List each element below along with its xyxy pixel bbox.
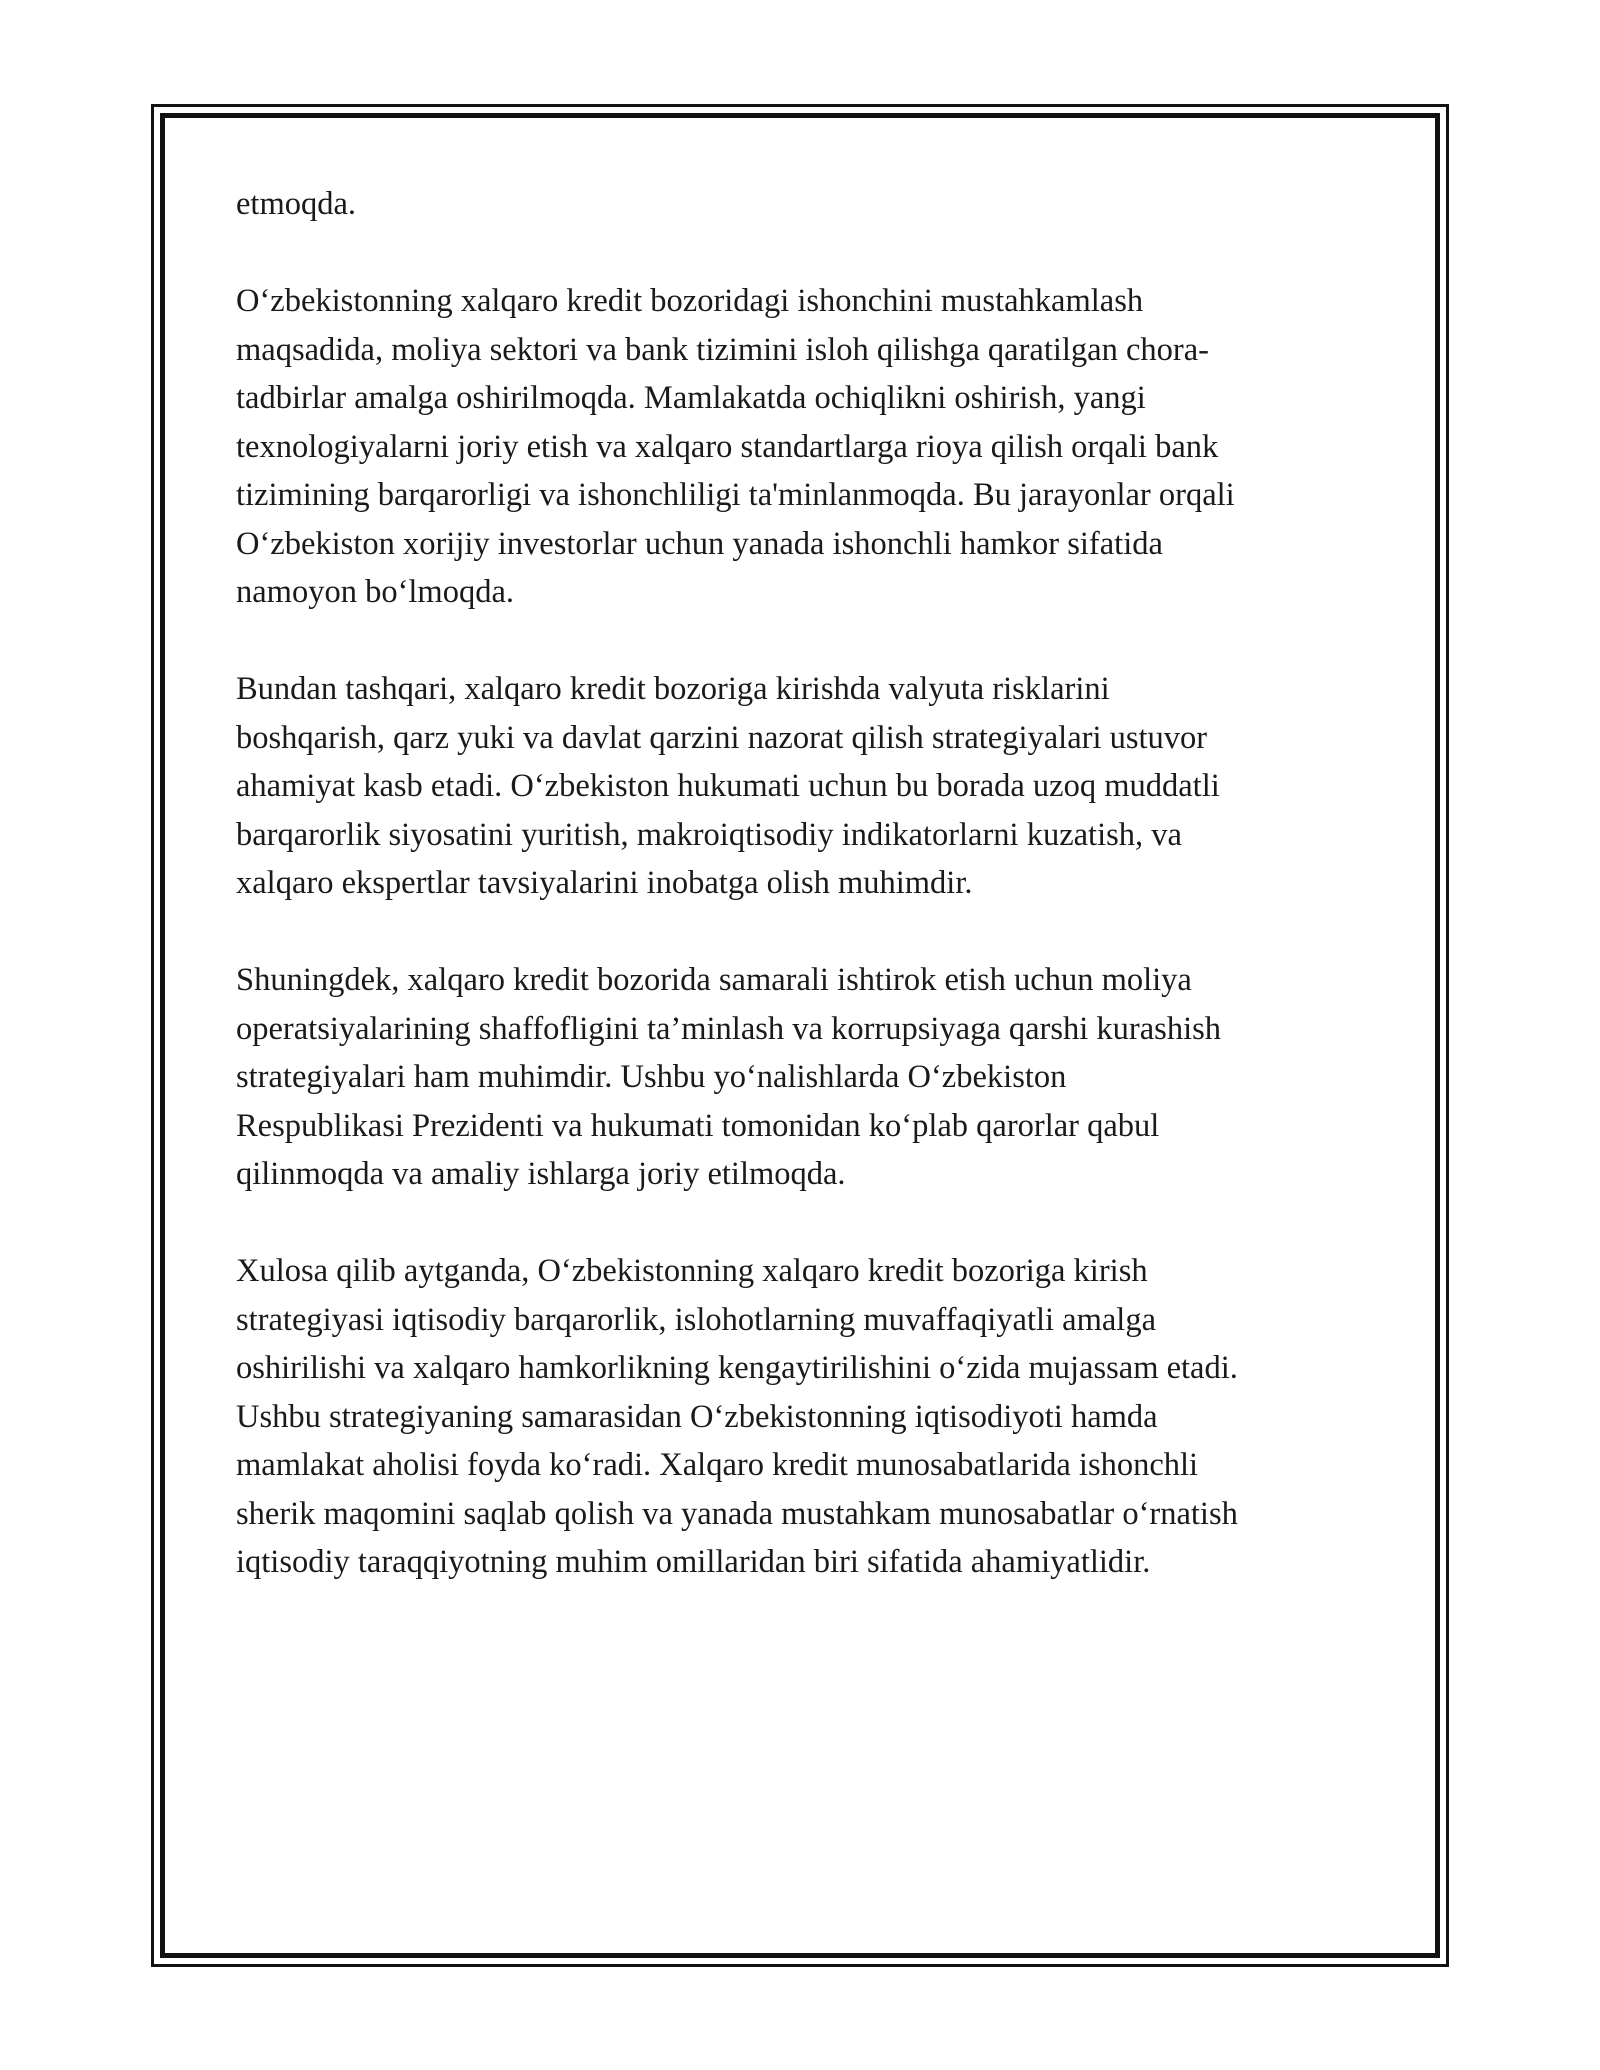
document-body bbox=[236, 180, 1386, 1635]
paragraph-risk-management: Bundan tashqari, xalqaro kredit bozoriga kirishda valyuta risklarini boshqarish, qarz yuki va davlat qarzini nazorat qilish strategiyalari ustuvor ahamiyat kasb etadi. O‘zbekiston hukumati uchun bu borada uzoq muddatli barqarorlik siyosatini yuritish, makroiqtisodiy indikatorlarni kuzatish, va xalqaro ekspertlar tavsiyalarini inobatga olish muhimdir. bbox=[236, 671, 1220, 901]
paragraph-credit-trust: O‘zbekistonning xalqaro kredit bozoridagi ishonchini mustahkamlash maqsadida, moliya sektori va bank tizimini isloh qilishga qaratilgan chora- tadbirlar amalga oshirilmoqda. Mamlakatda ochiqlikni oshirish, yangi texnologiyalarni joriy etish va xalqaro standartlarga rioya qilish orqali bank tizimining barqarorligi va ishonchliligi ta'minlanmoqda. Bu jarayonlar orqali O‘zbekiston xorijiy investorlar uchun yanada ishonchli hamkor sifatida namoyon bo‘lmoqda. bbox=[236, 283, 1235, 610]
paragraph-transparency: Shuningdek, xalqaro kredit bozorida samarali ishtirok etish uchun moliya operatsiyalarining shaffofligini ta’minlash va korrupsiyaga qarshi kurashish strategiyalari ham muhimdir. Ushbu yo‘nalishlarda O‘zbekiston Respublikasi Prezidenti va hukumati tomonidan ko‘plab qarorlar qabul qilinmoqda va amaliy ishlarga joriy etilmoqda. bbox=[236, 962, 1221, 1192]
paragraph-continuation: etmoqda. bbox=[236, 186, 357, 222]
paragraph-conclusion: Xulosa qilib aytganda, O‘zbekistonning xalqaro kredit bozoriga kirish strategiyasi iqtisodiy barqarorlik, islohotlarning muvaffaqiyatli amalga oshirilishi va xalqaro hamkorlikning kengaytirilishini o‘zida mujassam etadi. Ushbu strategiyaning samarasidan O‘zbekistonning iqtisodiyoti hamda mamlakat aholisi foyda ko‘radi. Xalqaro kredit munosabatlarida ishonchli sherik maqomini saqlab qolish va yanada mustahkam munosabatlar o‘rnatish iqtisodiy taraqqiyotning muhim omillaridan biri sifatida ahamiyatlidir. bbox=[236, 1253, 1238, 1580]
